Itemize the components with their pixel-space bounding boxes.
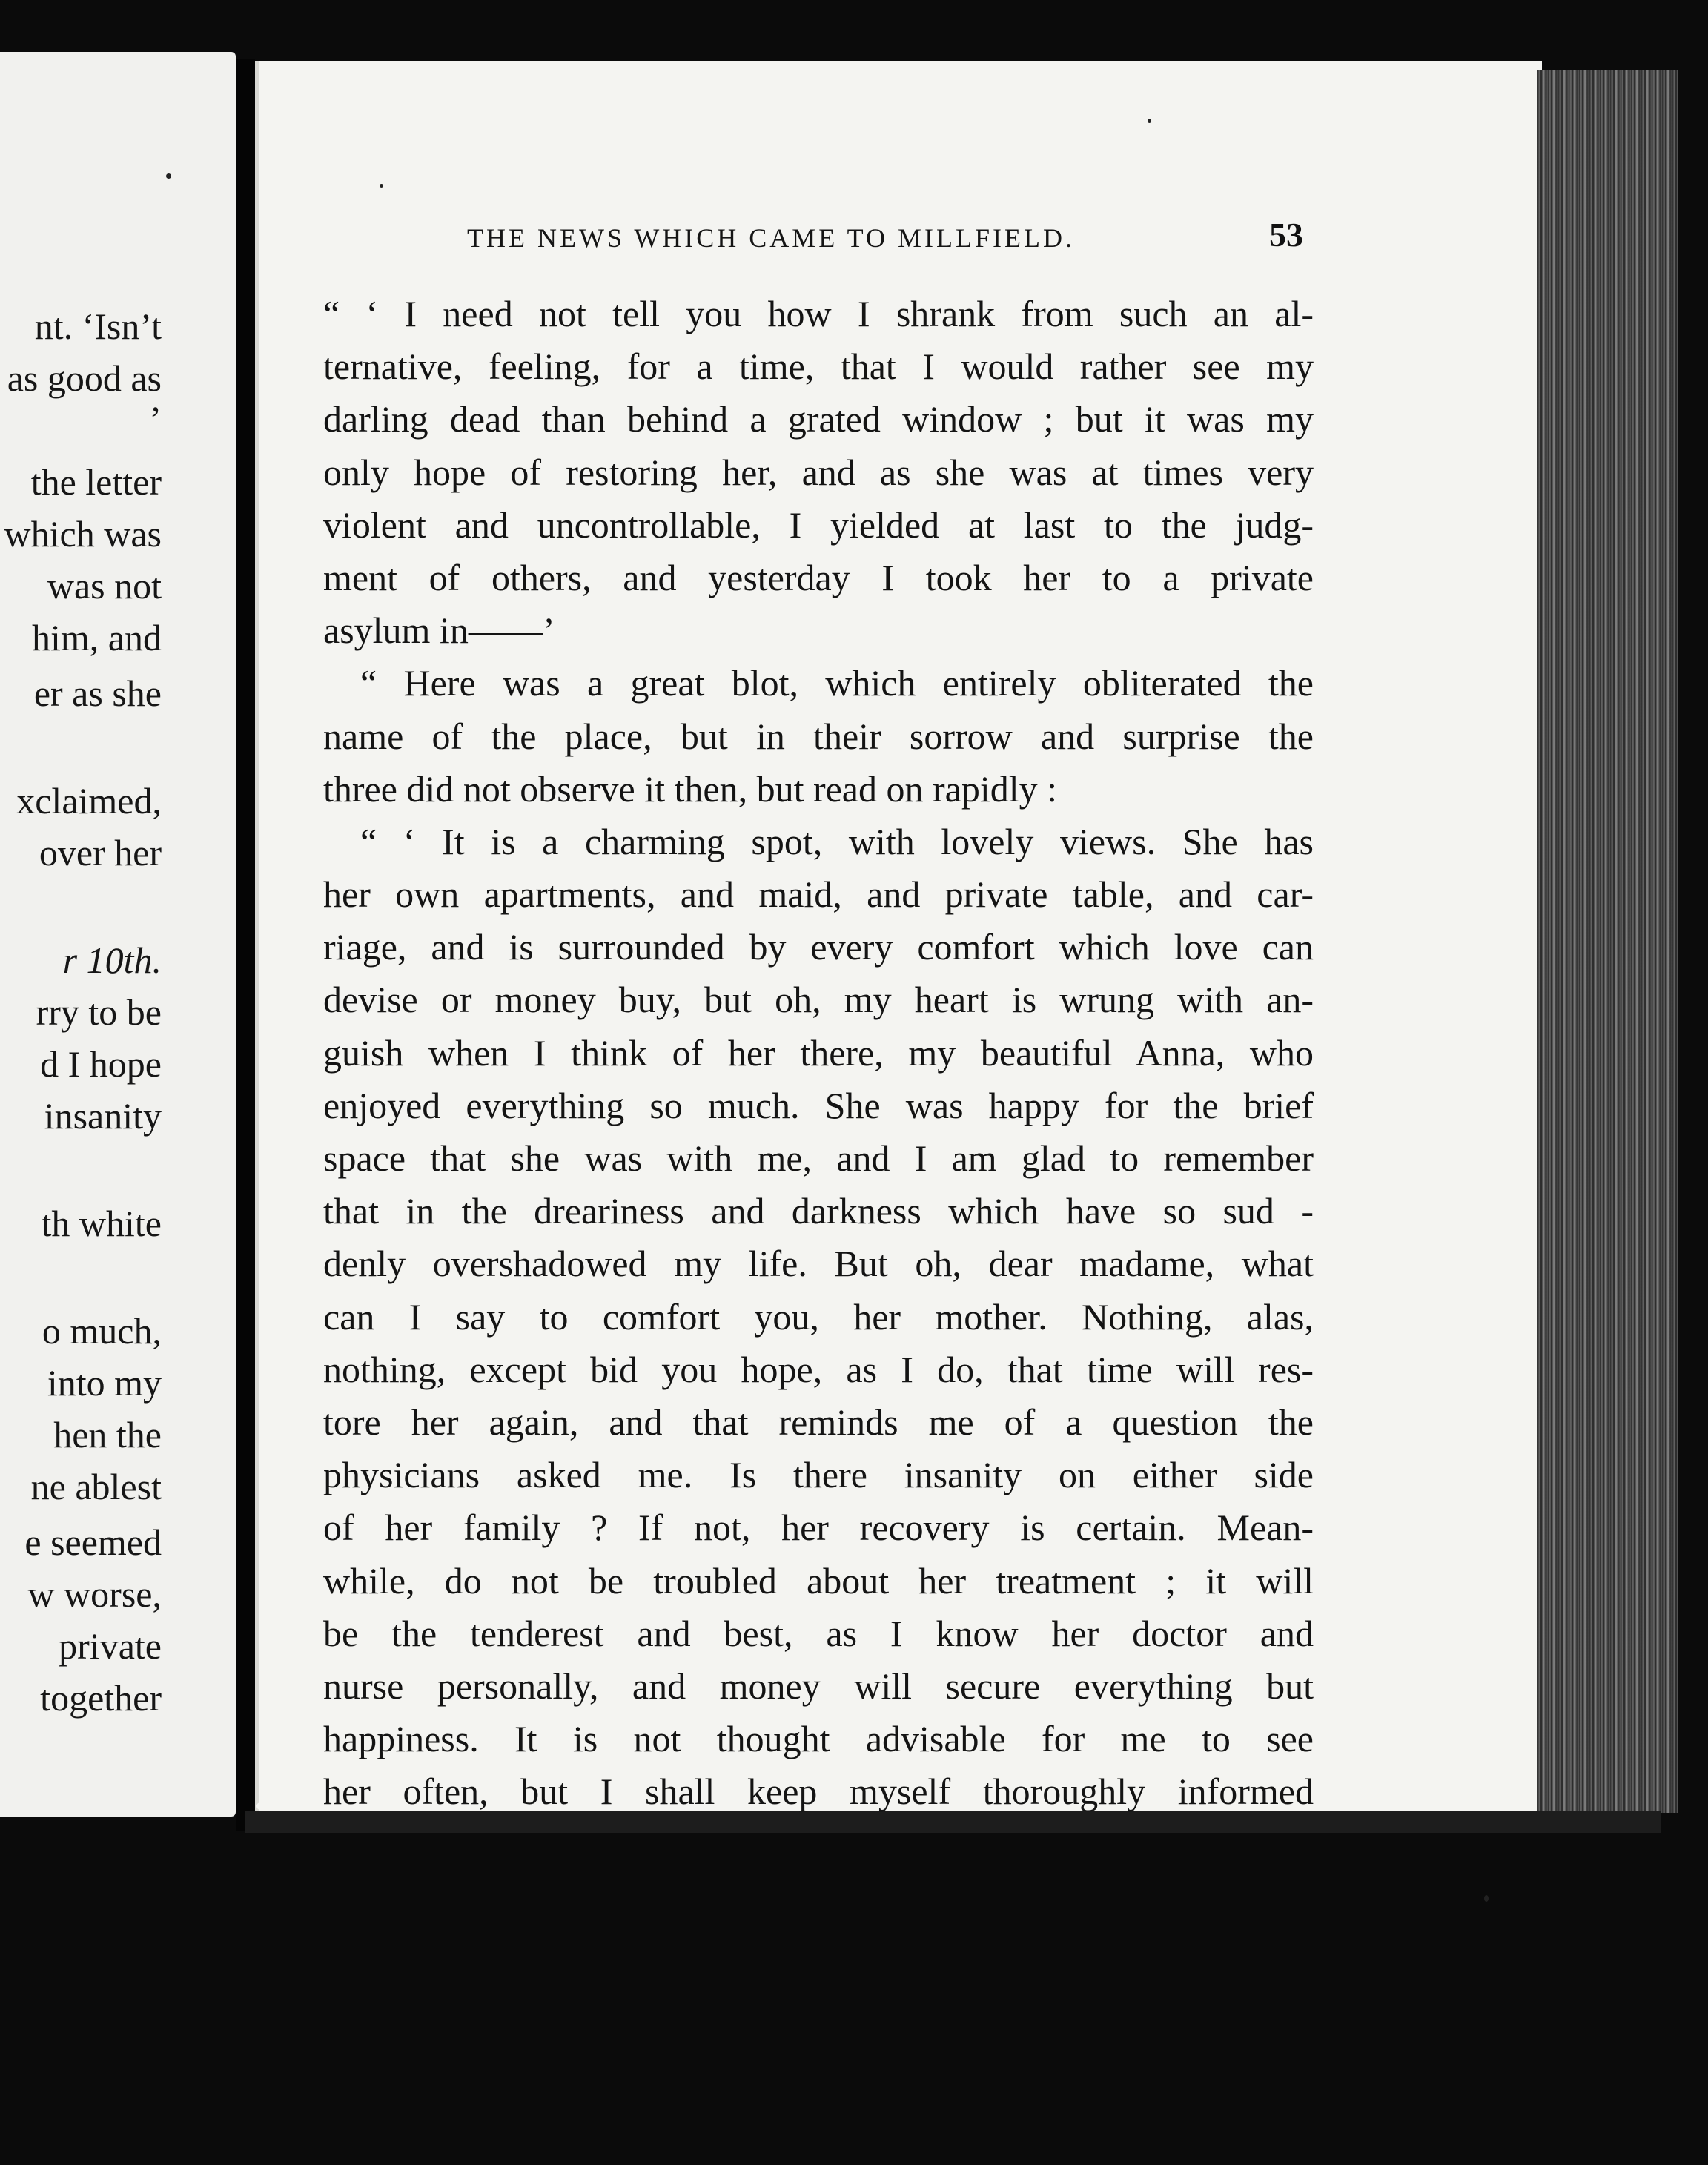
text-line: physicians asked me. Is there insanity on either side: [323, 1454, 1314, 1496]
left-page-line: o much,: [42, 1310, 162, 1352]
text-line: of her family ? If not, her recovery is certain. Mean-: [323, 1507, 1314, 1549]
left-page-line: w worse,: [27, 1573, 162, 1615]
left-page-line: over her: [39, 832, 162, 873]
text-line: violent and uncontrollable, I yielded at last to the judg-: [323, 503, 1314, 546]
left-page-line: r 10th.: [62, 939, 162, 981]
text-line: can I say to comfort you, her mother. Nothing, alas,: [323, 1295, 1314, 1338]
text-line: guish when I think of her there, my beautiful Anna, who: [323, 1031, 1314, 1074]
text-line: be the tenderest and best, as I know her doctor and: [323, 1612, 1314, 1654]
text-line: “ ‘ I need not tell you how I shrank from such an al-: [323, 293, 1314, 334]
book-gutter: [236, 59, 255, 1831]
left-page-line: rry to be: [36, 991, 162, 1033]
text-line: ternative, feeling, for a time, that I would rather see my: [323, 346, 1314, 388]
left-page-line: as good as: [7, 357, 162, 399]
text-line: her often, but I shall keep myself thoroughly informed: [323, 1771, 1314, 1813]
running-head: THE NEWS WHICH CAME TO MILLFIELD.: [467, 223, 1075, 253]
text-line: that in the dreariness and darkness which have so sud -: [323, 1190, 1314, 1232]
left-page-line: ne ablest: [30, 1466, 162, 1507]
left-page-line: into my: [47, 1362, 162, 1404]
text-line: three did not observe it then, but read on rapidly :: [323, 767, 1058, 810]
text-line: “ ‘ It is a charming spot, with lovely views. She has: [360, 820, 1314, 862]
text-line: only hope of restoring her, and as she was at times very: [323, 451, 1314, 493]
left-page-line: nt. ‘Isn’t: [34, 305, 162, 347]
text-line: her own apartments, and maid, and private table, and car-: [323, 873, 1314, 916]
page-body-text: [323, 288, 1314, 1818]
text-line: tore her again, and that reminds me of a question the: [323, 1401, 1314, 1443]
dust-speck: [1148, 119, 1151, 123]
left-page-fragment: [0, 52, 236, 1817]
left-page-line: was not: [47, 565, 162, 606]
page-number: 53: [1269, 216, 1303, 254]
left-page-line: th white: [41, 1203, 162, 1244]
text-line: space that she was with me, and I am glad to remember: [323, 1137, 1314, 1179]
text-line: nothing, except bid you hope, as I do, that time will res-: [323, 1348, 1314, 1390]
left-page-line: d I hope: [40, 1043, 162, 1085]
text-line: asylum in——’: [323, 609, 555, 652]
text-line: nurse personally, and money will secure everything but: [323, 1665, 1314, 1707]
left-page-line: xclaimed,: [16, 780, 162, 822]
left-page-line: which was: [4, 513, 162, 555]
text-line: name of the place, but in their sorrow and surprise the: [323, 715, 1314, 757]
left-page-line: private: [59, 1625, 162, 1667]
text-line: ment of others, and yesterday I took her to a private: [323, 556, 1314, 598]
text-line: happiness. It is not thought advisable for me to see: [323, 1718, 1314, 1760]
left-page-line: e seemed: [24, 1521, 162, 1563]
text-line: devise or money buy, but oh, my heart is wrung with an-: [323, 979, 1314, 1021]
text-line: darling dead than behind a grated window ; but it was my: [323, 398, 1314, 440]
left-page-line: insanity: [44, 1095, 162, 1137]
left-page-line: the letter: [30, 461, 162, 503]
left-page-line: him, and: [32, 617, 162, 658]
page-edges: [1537, 70, 1678, 1813]
text-line: enjoyed everything so much. She was happy for the brief: [323, 1084, 1314, 1126]
dust-speck: [256, 1802, 270, 1811]
text-line: denly overshadowed my life. But oh, dear madame, what: [323, 1243, 1314, 1285]
text-line: “ Here was a great blot, which entirely obliterated the: [360, 662, 1314, 704]
left-page-line: hen the: [53, 1414, 162, 1455]
left-page-line: er as she: [33, 672, 162, 714]
left-page-line: together: [40, 1677, 162, 1719]
dust-speck: [1484, 1895, 1489, 1902]
dust-speck: [166, 173, 171, 179]
dust-speck: [380, 184, 383, 188]
left-page-line: ’: [149, 398, 162, 440]
text-line: riage, and is surrounded by every comfort which love can: [323, 926, 1314, 968]
text-line: while, do not be troubled about her treatment ; it will: [323, 1559, 1314, 1602]
